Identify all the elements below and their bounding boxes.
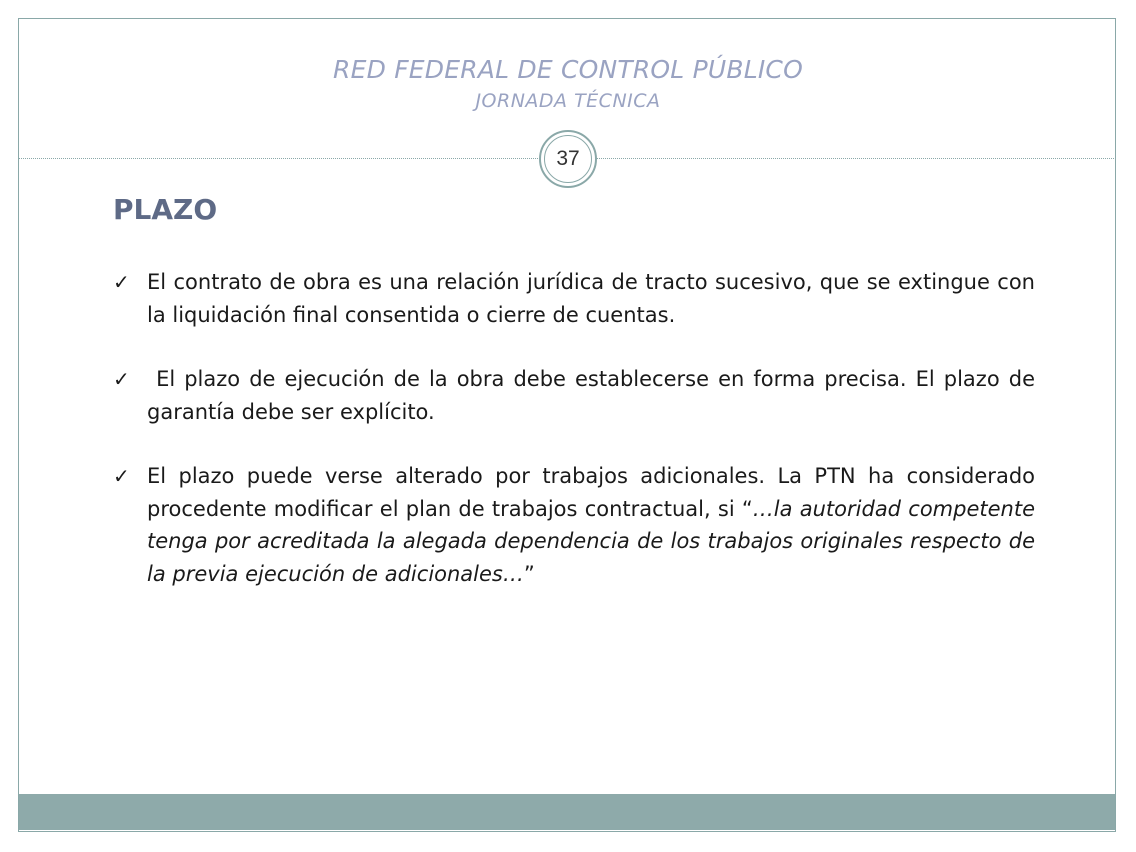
bullet-item — [113, 363, 1042, 428]
bullet-text-end: ” — [523, 561, 535, 586]
checkmark-icon: ✓ — [113, 270, 130, 294]
bullet-text: El plazo de ejecución de la obra debe establecerse en forma precisa. El plazo de garantía debe ser explícito. — [147, 367, 1042, 424]
bullet-list — [113, 266, 1042, 622]
checkmark-icon: ✓ — [113, 464, 130, 488]
bullet-text: El plazo puede verse alterado por trabajos adicionales. La PTN ha considerado procedente modificar el plan de trabajos contractual, si “ — [147, 464, 1035, 521]
section-title: PLAZO — [113, 193, 218, 226]
header-title: RED FEDERAL DE CONTROL PÚBLICO — [333, 55, 803, 84]
bullet-item — [113, 460, 1035, 590]
checkmark-icon: ✓ — [113, 367, 130, 391]
header-subtitle: JORNADA TÉCNICA — [475, 90, 661, 112]
footer-bar — [19, 794, 1115, 830]
page-number: 37 — [544, 135, 592, 183]
bullet-text: El contrato de obra es una relación jurídica de tracto sucesivo, que se extingue con la liquidación final consentida o cierre de cuentas. — [147, 270, 1035, 327]
bullet-item — [113, 266, 1035, 331]
page-number-badge — [539, 130, 597, 188]
bullet-quote: …la autoridad competente tenga por acreditada la alegada dependencia de los trabajos originales respecto de la previa ejecución de adicionales… — [147, 496, 1035, 586]
